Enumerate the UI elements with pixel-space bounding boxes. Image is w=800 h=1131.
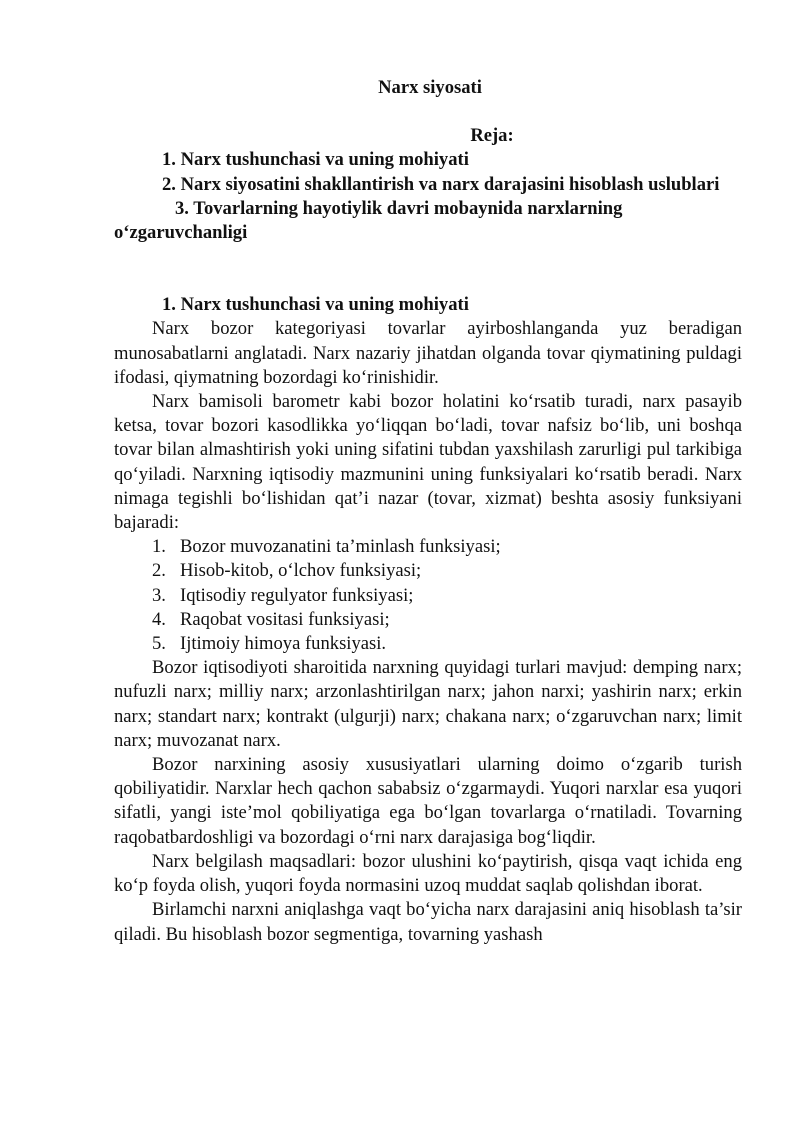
list-item-number: 2. <box>152 560 166 582</box>
paragraph-4: Bozor narxining asosiy xususiyatlari ularning doimo o‘zgarib turish qobiliyatidir. Narxlar hech qachon sababsiz o‘zgarmaydi. Yuqori narxlar esa yuqori sifatli, yangi iste’mol qobiliyatiga ega bo‘lgan tovarlarga o‘rnatiladi. Tovarning raqobatbardoshligi va bozordagi o‘rni narx darajasiga bog‘liqdir. <box>114 754 742 848</box>
plan-item-3: 3. Tovarlarning hayotiylik davri mobaynida narxlarning o‘zgaruvchanligi <box>114 197 623 244</box>
list-item <box>114 632 742 656</box>
section-heading: 1. Narx tushunchasi va uning mohiyati <box>162 294 469 316</box>
list-item-text: Ijtimoiy himoya funksiyasi. <box>180 633 387 655</box>
plan-title: Reja: <box>470 125 514 147</box>
list-item-text: Raqobat vositasi funksiyasi; <box>180 608 390 630</box>
paragraph-3: Bozor iqtisodiyoti sharoitida narxning quyidagi turlari mavjud: demping narx; nufuzli narx; milliy narx; arzonlashtirilgan narx; jahon narxi; yashirin narx; erkin narx; standart narx; kontrakt (ulgurji) narx; chakana narx; o‘zgaruvchan narx; limit narx; muvozanat narx. <box>114 657 742 751</box>
plan-list <box>114 148 742 245</box>
list-item-text: Hisob-kitob, o‘lchov funksiyasi; <box>180 560 422 582</box>
paragraph-2: Narx bamisoli barometr kabi bozor holatini ko‘rsatib turadi, narx pasayib ketsa, tovar bozori kasodlikka yo‘liqqan bo‘ladi, tovar nafsiz bo‘lib, uni boshqa tovar bilan almashtirish yoki uning sifatini tubdan yaxshilash zarurligi pul tarkibiga qo‘yiladi. Narxning iqtisodiy mazmunini uning funksiyalari ko‘rsatib beradi. Narx nimaga tegishli bo‘lishidan qat’i nazar (tovar, xizmat) beshta asosiy funksiyani bajaradi: <box>114 391 742 534</box>
list-item-number: 4. <box>152 608 166 630</box>
list-item-text: Iqtisodiy regulyator funksiyasi; <box>180 584 414 606</box>
list-item-number: 5. <box>152 633 166 655</box>
list-item-number: 1. <box>152 536 166 558</box>
list-item <box>114 535 742 559</box>
paragraph-5: Narx belgilash maqsadlari: bozor ulushini ko‘paytirish, qisqa vaqt ichida eng ko‘p foyda olish, yuqori foyda normasini uzoq muddat saqlab qolishdan iborat. <box>114 850 742 897</box>
document-page <box>114 76 742 947</box>
list-item <box>114 559 742 583</box>
paragraph-6: Birlamchi narxni aniqlashga vaqt bo‘yicha narx darajasini aniq hisoblash ta’sir qiladi. Bu hisoblash bozor segmentiga, tovarning yashash <box>114 899 742 945</box>
list-item <box>114 584 742 608</box>
list-item-text: Bozor muvozanatini ta’minlash funksiyasi; <box>180 536 501 558</box>
list-item-number: 3. <box>152 584 166 606</box>
list-item <box>114 608 742 632</box>
plan-item-1: 1. Narx tushunchasi va uning mohiyati <box>162 149 469 171</box>
document-title: Narx siyosati <box>378 77 482 98</box>
paragraph-1: Narx bozor kategoriyasi tovarlar ayirboshlanganda yuz beradigan munosabatlarni anglatadi. Narx nazariy jihatdan olganda tovar qiymatining puldagi ifodasi, qiymatning bozordagi ko‘rinishidir. <box>114 318 742 388</box>
plan-item-2: 2. Narx siyosatini shakllantirish va narx darajasini hisoblash uslublari <box>162 173 720 195</box>
functions-list <box>114 535 742 656</box>
